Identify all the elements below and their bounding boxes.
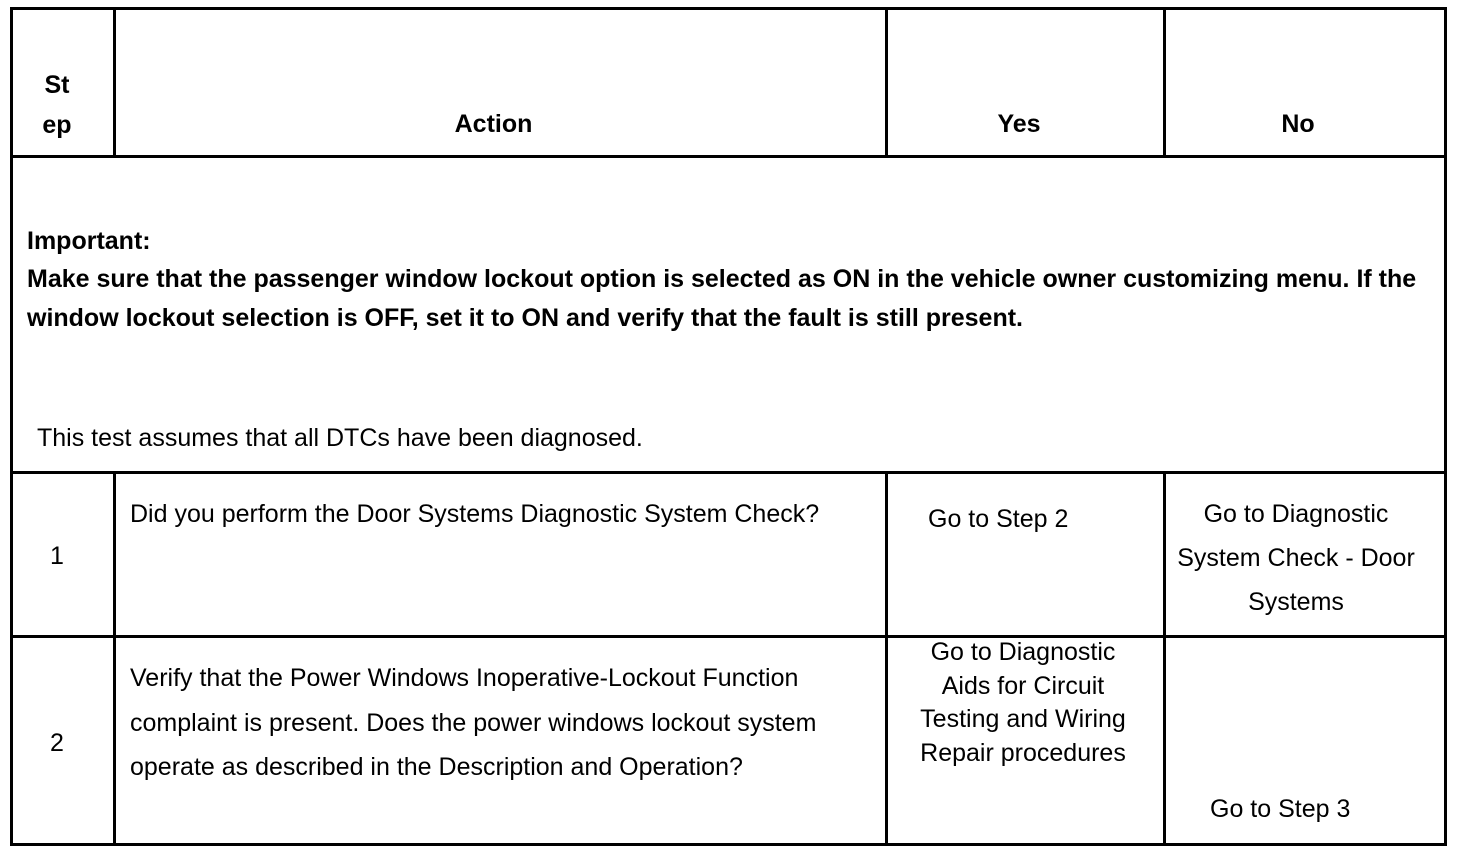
row-1-action: Did you perform the Door Systems Diagnostic System Check?	[130, 500, 820, 528]
header-yes: Yes	[997, 110, 1041, 138]
column-divider	[885, 471, 888, 843]
row-1-no: Go to Diagnostic System Check - Door Systems	[1177, 500, 1415, 616]
note-text: Make sure that the passenger window lockout option is selected as ON in the vehicle owner customizing menu. If the window lockout selection is OFF, set it to ON and verify that the fault is still present.	[27, 265, 1417, 332]
header-divider	[13, 155, 1444, 158]
row-2-action: Verify that the Power Windows Inoperative-Lockout Function complaint is present. Does the power windows lockout system operate as described in the Description and Operation?	[130, 664, 817, 781]
header-action: Action	[454, 110, 533, 138]
column-divider	[1163, 471, 1166, 843]
header-step-line: ep	[42, 111, 72, 139]
row-2-no: Go to Step 3	[1210, 795, 1351, 823]
row-2-yes: Go to Diagnostic Aids for Circuit Testing and Wiring Repair procedures	[920, 638, 1126, 767]
row-divider	[13, 635, 1444, 638]
header-step-line: St	[44, 71, 70, 99]
row-1-yes: Go to Step 2	[928, 505, 1069, 533]
row-2-step: 2	[50, 729, 64, 757]
header-step	[13, 65, 101, 145]
column-divider	[113, 471, 116, 843]
note-assumption: This test assumes that all DTCs have been diagnosed.	[37, 424, 643, 452]
note-heading: Important:	[27, 227, 151, 255]
row-1-step: 1	[50, 542, 64, 570]
note-divider	[13, 471, 1444, 474]
header-no: No	[1281, 110, 1315, 138]
diagnostic-table	[10, 7, 1447, 846]
